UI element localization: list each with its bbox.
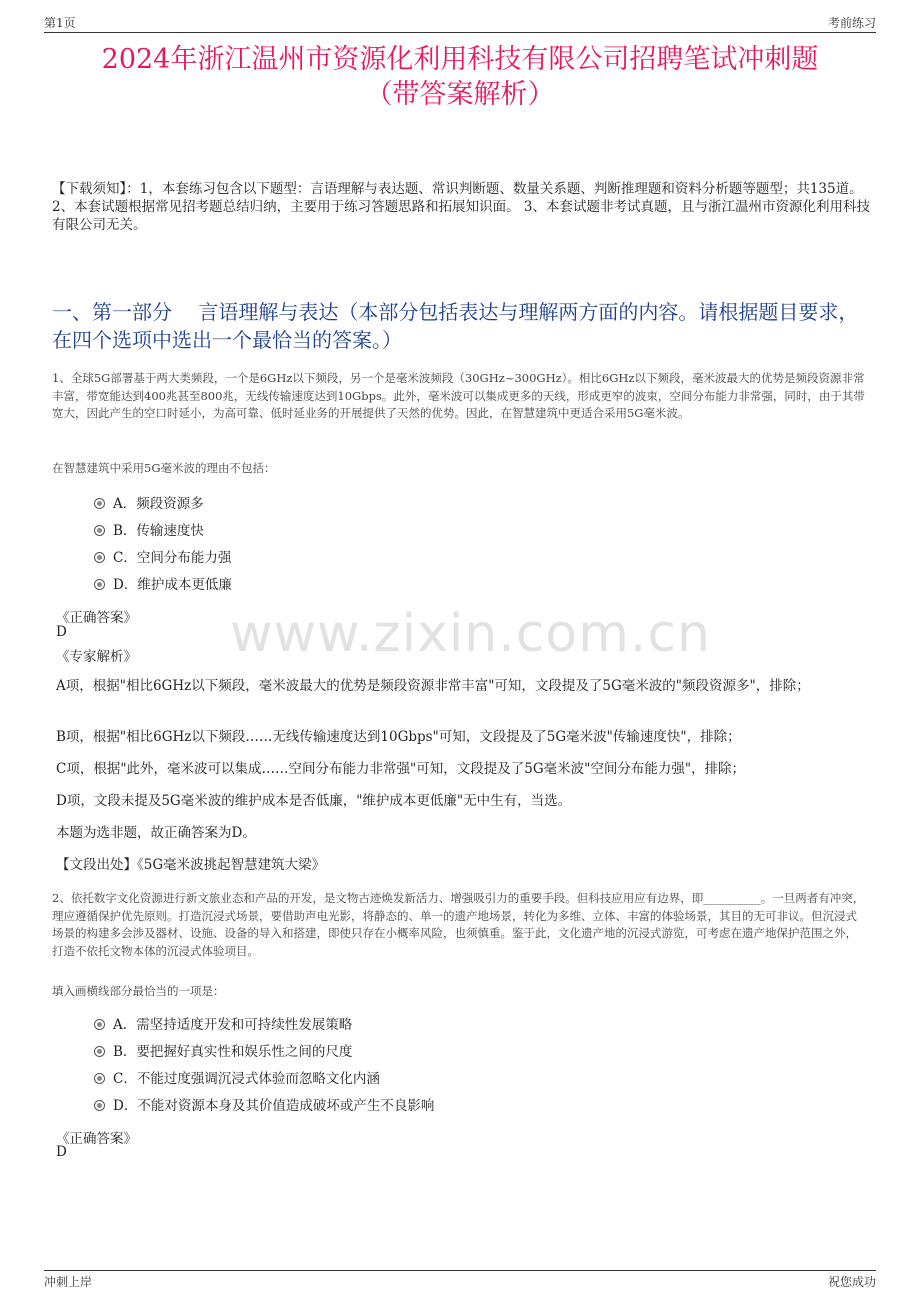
section-heading: 一、第一部分 言语理解与表达（本部分包括表达与理解两方面的内容。请根据题目要求，在四个选项中选出一个最恰当的答案。） xyxy=(52,300,859,352)
radio-icon[interactable] xyxy=(94,1100,105,1111)
q1-answer-label: 《正确答案》 xyxy=(56,610,137,626)
radio-icon[interactable] xyxy=(94,1019,105,1030)
q1-analysis-conclusion: 本题为选非题，故正确答案为D。 xyxy=(56,825,256,841)
q1-option-c[interactable]: C．空间分布能力强 xyxy=(94,548,231,568)
q1-analysis-label: 《专家解析》 xyxy=(56,649,137,665)
radio-icon[interactable] xyxy=(94,552,105,563)
header-label: 考前练习 xyxy=(827,16,876,30)
page-header xyxy=(44,14,876,33)
q1-analysis-a: A项，根据"相比6GHz以下频段，毫米波最大的优势是频段资源非常丰富"可知，文段提及了5G毫米波的"频段资源多"，排除； xyxy=(56,678,810,694)
q1-answer: D xyxy=(56,624,67,640)
question-2-stem: 填入画横线部分最恰当的一项是： xyxy=(52,984,225,998)
radio-icon[interactable] xyxy=(94,498,105,509)
q1-analysis-b: B项，根据"相比6GHz以下频段……无线传输速度达到10Gbps"可知，文段提及了5G毫米波"传输速度快"，排除； xyxy=(56,729,741,745)
footer-right: 祝您成功 xyxy=(827,1275,876,1289)
download-notice: 【下载须知】：1，本套练习包含以下题型：言语理解与表达题、常识判断题、数量关系题、判断推理题和资料分析题等题型；共135道。 2、本套试题根据常见招考题总结归纳，主要用于练习答题思路和拓展知识面。 3、本套试题非考试真题，且与浙江温州市资源化利用科技有限公司无关。 xyxy=(52,181,870,233)
q1-source: 【文段出处】《5G毫米波挑起智慧建筑大梁》 xyxy=(56,857,326,873)
radio-icon[interactable] xyxy=(94,1073,105,1084)
question-1-stem: 在智慧建筑中采用5G毫米波的理由不包括： xyxy=(52,461,276,475)
q2-answer: D xyxy=(56,1144,67,1160)
radio-icon[interactable] xyxy=(94,525,105,536)
document-title xyxy=(40,42,880,112)
q1-option-b[interactable]: B．传输速度快 xyxy=(94,521,204,541)
q1-option-a[interactable]: A．频段资源多 xyxy=(94,494,204,514)
title-line-1: 2024年浙江温州市资源化利用科技有限公司招聘笔试冲刺题 xyxy=(101,44,819,75)
question-2-passage: 2、依托数字文化资源进行新文旅业态和产品的开发，是文物古迹焕发新活力、增强吸引力的重要手段。但科技应用应有边界，即__________。一旦两者有冲突，理应遵循保护优先原则。打造沉浸式场景，要借助声电光影，将静态的、单一的遗产地场景，转化为多维、立体、丰富的体验场景，其目的无可非议。但沉浸式场景的构建多会涉及器材、设施、设备的导入和搭建，即使只存在小概率风险，也须慎重。鉴于此，文化遗产地的沉浸式游览，可考虑在遗产地保护范围之外，打造不依托文物本体的沉浸式体验项目。 xyxy=(52,891,865,958)
question-1-passage: 1、全球5G部署基于两大类频段，一个是6GHz以下频段，另一个是毫米波频段（30GHz~300GHz）。相比6GHz以下频段，毫米波最大的优势是频段资源非常丰富，带宽能达到400兆甚至800兆，无线传输速度达到10Gbps。此外，毫米波可以集成更多的天线，形成更窄的波束，空间分布能力非常强，同时，由于其带宽大，因此产生的空口时延小，为高可靠、低时延业务的开展提供了天然的优势。因此，在智慧建筑中更适合采用5G毫米波。 xyxy=(52,371,865,420)
q1-analysis-d: D项，文段未提及5G毫米波的维护成本是否低廉，"维护成本更低廉"无中生有，当选。 xyxy=(56,793,572,809)
q2-option-d[interactable]: D．不能对资源本身及其价值造成破坏或产生不良影响 xyxy=(94,1096,434,1116)
q1-analysis-c: C项，根据"此外，毫米波可以集成……空间分布能力非常强"可知，文段提及了5G毫米波"空间分布能力强"，排除； xyxy=(56,761,746,777)
q1-option-d[interactable]: D．维护成本更低廉 xyxy=(94,575,232,595)
page-footer xyxy=(44,1270,876,1289)
footer-left: 冲刺上岸 xyxy=(44,1275,93,1289)
q2-option-a[interactable]: A．需坚持适度开发和可持续性发展策略 xyxy=(94,1015,352,1035)
radio-icon[interactable] xyxy=(94,579,105,590)
q2-option-c[interactable]: C．不能过度强调沉浸式体验而忽略文化内涵 xyxy=(94,1069,380,1089)
watermark: www.zixin.com.cn xyxy=(230,604,711,664)
q2-option-b[interactable]: B．要把握好真实性和娱乐性之间的尺度 xyxy=(94,1042,352,1062)
page-number: 第1页 xyxy=(44,16,76,30)
q2-answer-label: 《正确答案》 xyxy=(56,1131,137,1147)
title-line-2: （带答案解析） xyxy=(365,79,555,110)
radio-icon[interactable] xyxy=(94,1046,105,1057)
